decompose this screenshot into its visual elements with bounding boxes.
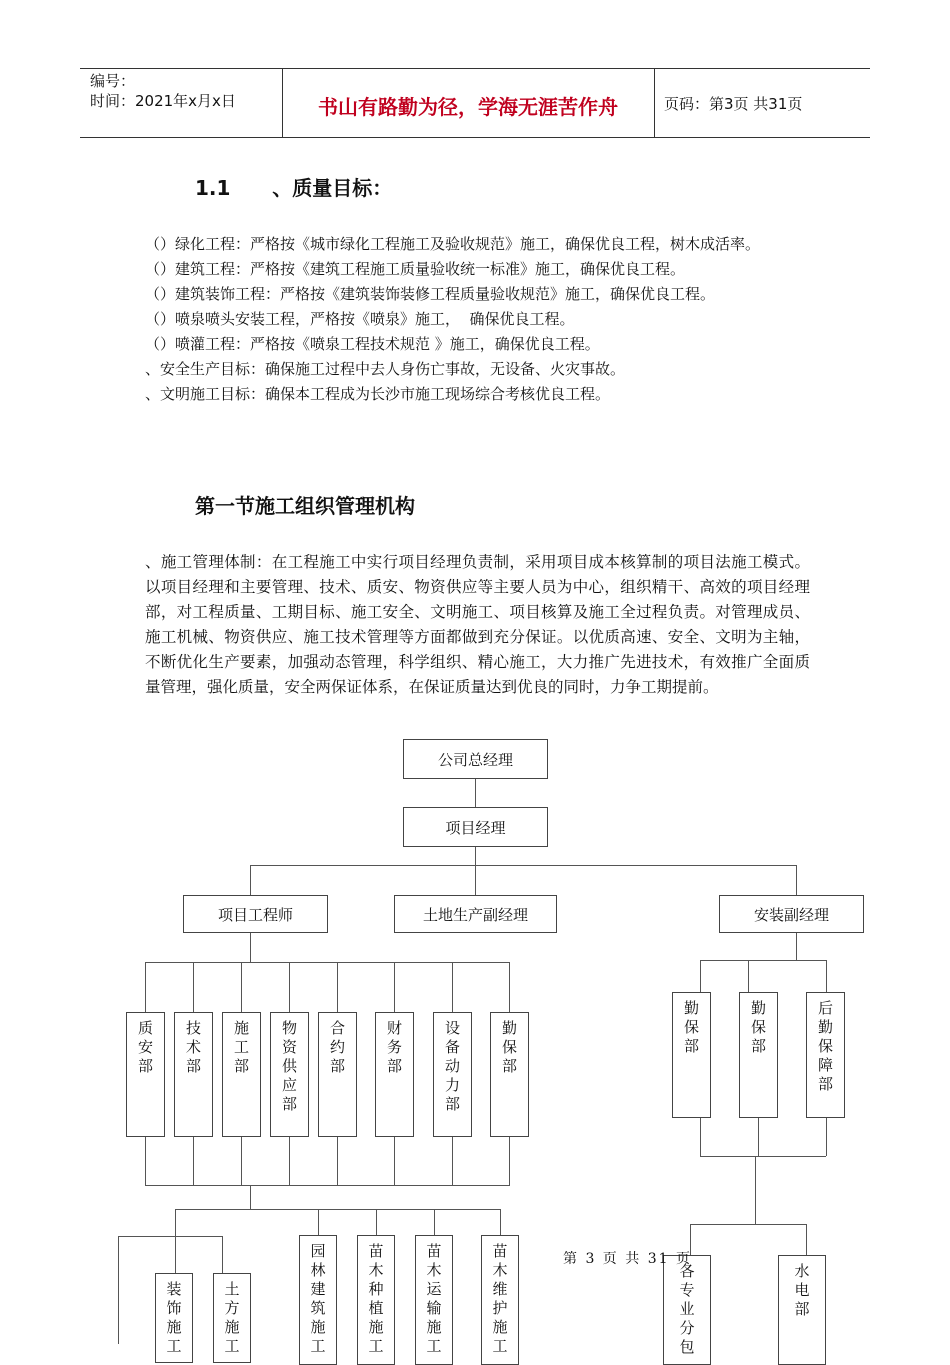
header-page-info: 页码：第3页 共31页 [664,95,803,113]
header-motto: 书山有路勤为径，学海无涯苦作舟 [318,95,618,119]
org-connector [452,962,453,1012]
org-dept: 勤保部 [490,1012,529,1137]
org-connector [434,1209,435,1235]
org-connector [475,779,476,807]
org-connector [175,1209,176,1236]
org-connector [289,962,290,1012]
org-dept: 技术部 [174,1012,213,1137]
org-team: 苗木维护施工 [481,1235,519,1365]
header-divider [654,69,655,137]
org-connector [250,865,251,895]
org-connector [337,962,338,1012]
org-dept: 后勤保障部 [806,992,845,1118]
org-connector [118,1236,119,1344]
quality-item: （）喷灌工程：严格按《喷泉工程技术规范 》施工，确保优良工程。 [145,335,600,353]
org-connector [700,1156,826,1157]
org-connector [700,960,826,961]
org-team: 各专业分包 [663,1255,711,1365]
document-date: 时间：2021年x月x日 [90,92,236,110]
org-team: 装饰施工 [155,1273,193,1363]
quality-item: 、文明施工目标：确保本工程成为长沙市施工现场综合考核优良工程。 [145,385,611,403]
org-dept: 财务部 [375,1012,414,1137]
chapter-title: 第一节施工组织管理机构 [195,494,415,518]
org-dept: 物资供应部 [270,1012,309,1137]
org-connector [145,1137,146,1185]
org-connector [700,1118,701,1156]
quality-item: （）建筑工程：严格按《建筑工程施工质量验收统一标准》施工，确保优良工程。 [145,260,686,278]
org-connector [700,960,701,992]
org-node-level2: 安装副经理 [719,895,864,933]
org-connector [250,933,251,963]
org-node-level2: 土地生产副经理 [394,895,557,933]
quality-item: （）喷泉喷头安装工程，严格按《喷泉》施工， 确保优良工程。 [145,310,575,328]
header-meta [90,71,236,111]
org-connector [758,1118,759,1156]
org-connector [826,960,827,992]
org-dept: 设备动力部 [433,1012,472,1137]
quality-item: 、安全生产目标：确保施工过程中去人身伤亡事故，无设备、火灾事故。 [145,360,626,378]
org-connector [376,1209,377,1235]
quality-item: （）建筑装饰工程：严格按《建筑装饰装修工程质量验收规范》施工，确保优良工程。 [145,285,716,303]
org-connector [337,1137,338,1185]
org-connector [175,1209,500,1210]
org-connector [755,1156,756,1224]
org-node-top: 公司总经理 [403,739,548,779]
org-dept: 勤保部 [739,992,778,1118]
org-team: 苗木种植施工 [357,1235,395,1365]
org-connector [250,865,796,866]
org-node-level2: 项目工程师 [183,895,328,933]
org-connector [394,962,395,1012]
org-connector [748,960,749,992]
org-connector [193,1137,194,1185]
org-team: 苗木运输施工 [415,1235,453,1365]
org-connector [145,962,510,963]
org-connector [452,1137,453,1185]
page-footer: 第 3 页 共 31 页 [563,1251,692,1267]
org-connector [796,933,797,960]
org-connector [289,1137,290,1185]
org-dept: 合约部 [318,1012,357,1137]
org-connector [826,1118,827,1156]
page-header [80,68,870,138]
org-connector [690,1224,806,1225]
org-team: 水电部 [778,1255,826,1365]
org-connector [175,1236,176,1274]
org-connector [241,962,242,1012]
org-connector [509,962,510,1012]
org-connector [500,1209,501,1235]
org-connector [241,1137,242,1185]
org-connector [145,1185,510,1186]
org-connector [394,1137,395,1185]
org-team: 园林建筑施工 [299,1235,337,1365]
org-connector [193,962,194,1012]
document-number: 编号： [90,72,136,90]
org-connector [145,962,146,1012]
org-connector [475,847,476,895]
org-dept: 勤保部 [672,992,711,1118]
management-paragraph: 、施工管理体制：在工程施工中实行项目经理负责制，采用项目成本核算制的项目法施工模式。以项目经理和主要管理、技术、质安、物资供应等主要人员为中心，组织精干、高效的项目经理部，对工程质量、工期目标、施工安全、文明施工、项目核算及施工全过程负责。对管理成员、施工机械、物资供应、施工技术管理等方面都做到充分保证。以优质高速、安全、文明为主轴，不断优化生产要素，加强动态管理，科学组织、精心施工，大力推广先进技术，有效推广全面质量管理，强化质量，安全两保证体系，在保证质量达到优良的同时，力争工期提前。 [145,553,810,696]
org-node-pm: 项目经理 [403,807,548,847]
org-connector [806,1224,807,1255]
org-connector [509,1137,510,1185]
quality-goals-list [145,232,810,407]
org-dept: 施工部 [222,1012,261,1137]
org-connector [222,1236,223,1274]
section-title: 1.1 、质量目标： [195,176,393,200]
org-connector [118,1236,222,1237]
org-connector [796,865,797,895]
org-connector [318,1209,319,1235]
quality-item: （）绿化工程：严格按《城市绿化工程施工及验收规范》施工，确保优良工程，树木成活率。 [145,235,761,253]
org-connector [250,1185,251,1209]
org-team: 土方施工 [213,1273,251,1363]
org-dept: 质安部 [126,1012,165,1137]
